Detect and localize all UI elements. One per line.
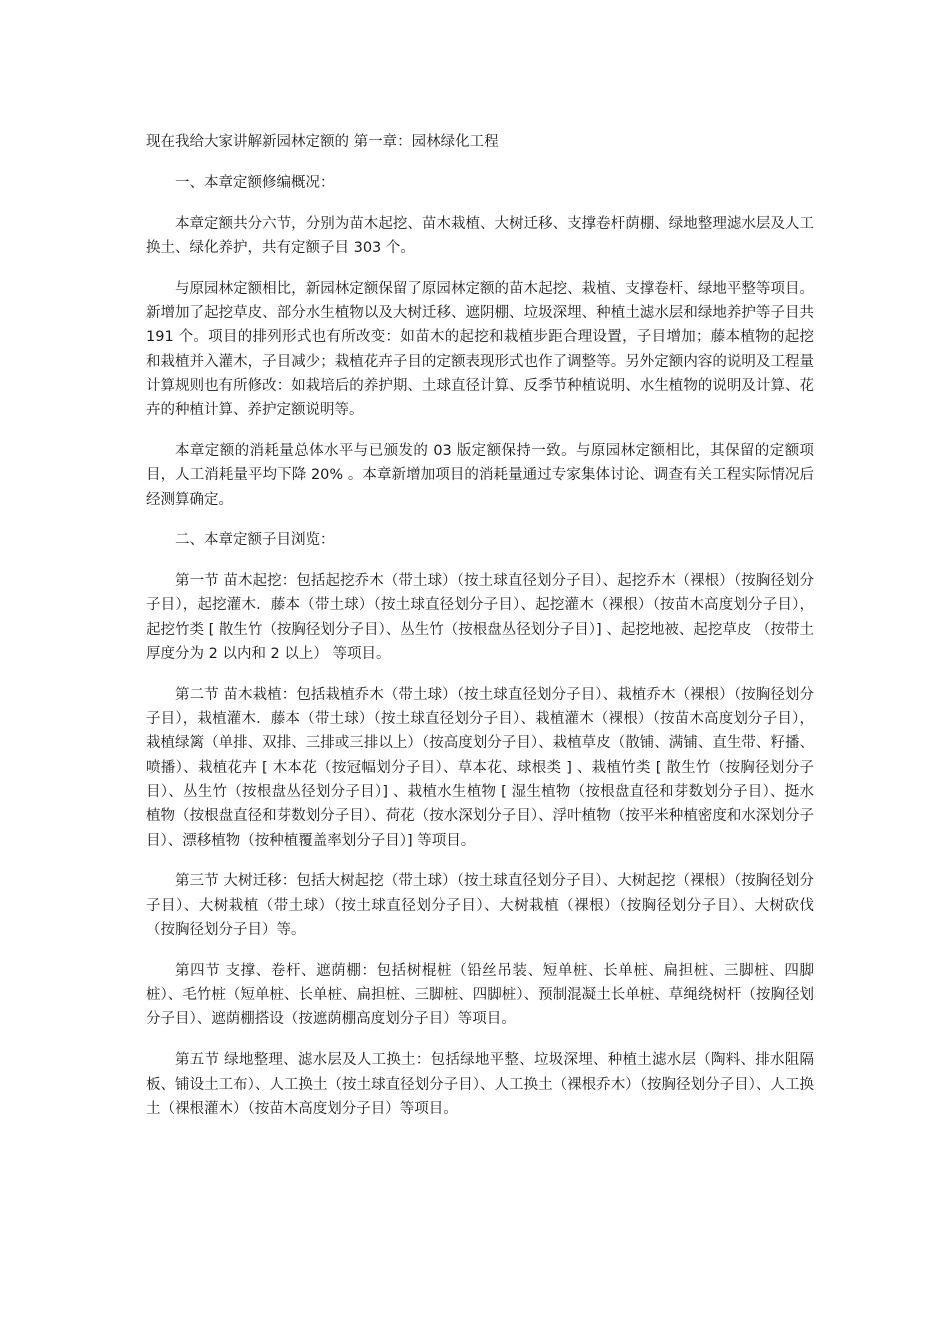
paragraph-sections-summary: 本章定额共分六节，分别为苗木起挖、苗木栽植、大树迁移、支撑卷杆荫棚、绿地整理滤水层及人工换土、绿化养护，共有定额子目 303 个。 (146, 215, 814, 256)
intro-line: 现在我给大家讲解新园林定额的 第一章：园林绿化工程 (146, 134, 499, 150)
section-1-paragraph: 第一节 苗木起挖：包括起挖乔木（带土球）（按土球直径划分子目）、起挖乔木（裸根）（按胸径划分子目），起挖灌木．藤本（带土球）（按土球直径划分子目）、起挖灌木（裸根）（按苗木高度划分子目），起挖竹类 [ 散生竹（按胸径划分子目）、丛生竹（按根盘丛径划分子目）] 、起挖地被、起挖草皮 （按带土厚度分为 2 以内和 2 以上） 等项目。 (146, 573, 814, 663)
paragraph-comparison: 与原园林定额相比，新园林定额保留了原园林定额的苗木起挖、栽植、支撑卷杆、绿地平整等项目。新增加了起挖草皮、部分水生植物以及大树迁移、遮阴棚、垃圾深埋、种植土滤水层和绿地养护等子目共 191 个。项目的排列形式也有所改变：如苗木的起挖和栽植步距合理设置，子目增加；藤本植物的起挖和栽植并入灌木，子目减少；栽植花卉子目的定额表现形式也作了调整等。另外定额内容的说明及工程量计算规则也有所修改：如栽培后的养护期、土球直径计算、反季节种植说明、水生植物的说明及计算、花卉的种植计算、养护定额说明等。 (146, 280, 814, 419)
heading-revision-overview: 一、本章定额修编概况： (175, 174, 335, 191)
heading-subitem-overview: 二、本章定额子目浏览： (175, 532, 335, 549)
section-3-paragraph: 第三节 大树迁移：包括大树起挖（带土球）（按土球直径划分子目）、大树起挖（裸根）（按胸径划分子目）、大树栽植（带土球）（按土球直径划分子目）、大树栽植（裸根）（按胸径划分子目）、大树砍伐（按胸径划分子目）等。 (146, 873, 814, 939)
section-5-paragraph: 第五节 绿地整理、滤水层及人工换土：包括绿地平整、垃圾深埋、种植土滤水层（陶料、排水阻隔板、铺设土工布）、人工换土（按土球直径划分子目）、人工换土（裸根乔木）（按胸径划分子目）、人工换土（裸根灌木）（按苗木高度划分子目）等项目。 (146, 1052, 814, 1117)
section-4-paragraph: 第四节 支撑、卷杆、遮荫棚：包括树棍桩（铅丝吊装、短单桩、长单桩、扁担桩、三脚桩、四脚桩）、毛竹桩（短单桩、长单桩、扁担桩、三脚桩、四脚桩）、预制混凝土长单桩、草绳绕树杆（按胸径划分子目）、遮荫棚搭设（按遮荫棚高度划分子目）等项目。 (146, 962, 814, 1028)
paragraph-consumption-level: 本章定额的消耗量总体水平与已颁发的 03 版定额保持一致。与原园林定额相比，其保留的定额项目，人工消耗量平均下降 20% 。本章新增加项目的消耗量通过专家集体讨论、调查有关工程实际情况后经测算确定。 (146, 442, 814, 508)
section-2-paragraph: 第二节 苗木栽植：包括栽植乔木（带土球）（按土球直径划分子目）、栽植乔木（裸根）（按胸径划分子目），栽植灌木．藤本（带土球）（按土球直径划分子目）、栽植灌木（裸根）（按苗木高度划分子目），栽植绿篱（单排、双排、三排或三排以上）（按高度划分子目）、栽植草皮（散铺、满铺、直生带、籽播、喷播）、栽植花卉 [ 木本花（按冠幅划分子目）、草本花、球根类 ] 、栽植竹类 [ 散生竹（按胸径划分子目）、丛生竹（按根盘丛径划分子目）] 、栽植水生植物 [ 湿生植物（按根盘直径和芽数划分子目）、挺水植物（按根盘直径和芽数划分子目）、荷花（按水深划分子目）、浮叶植物（按平米种植密度和水深划分子目）、漂移植物（按种植覆盖率划分子目）] 等项目。 (146, 686, 814, 849)
document-page (146, 130, 814, 1138)
